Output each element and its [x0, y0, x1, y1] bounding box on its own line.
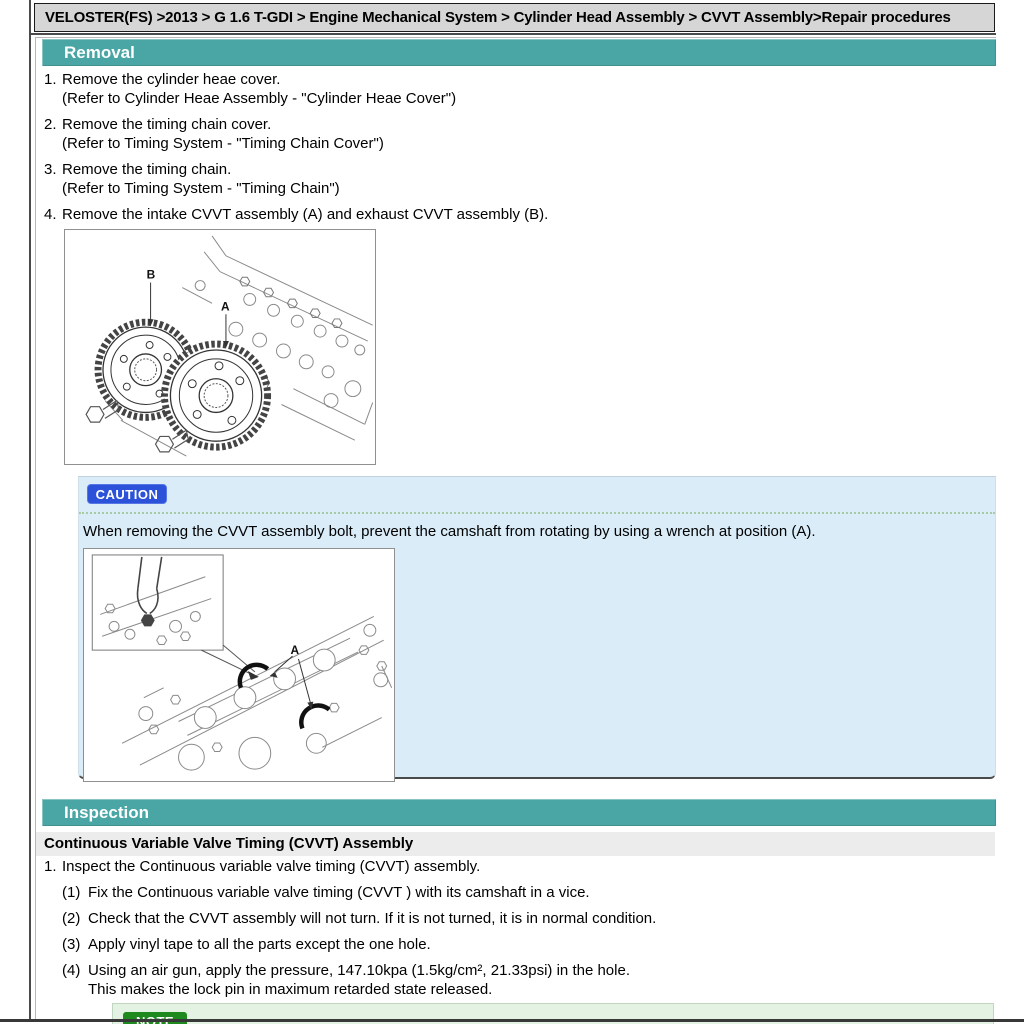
substep-text: Apply vinyl tape to all the parts except the one hole. — [88, 936, 431, 953]
substep-text: Check that the CVVT assembly will not turn. If it is not turned, it is in normal condition. — [88, 910, 657, 927]
substep-text: Fix the Continuous variable valve timing (CVVT ) with its camshaft in a vice. — [88, 884, 590, 901]
inspection-steps-list — [36, 857, 992, 999]
list-item — [36, 205, 992, 224]
list-item — [62, 883, 992, 902]
step-number: 2. — [44, 116, 57, 133]
caution-label: CAUTION — [87, 484, 167, 504]
step-text: Inspect the Continuous variable valve timing (CVVT) assembly. — [62, 858, 481, 875]
frame-divider-horizontal — [29, 33, 996, 35]
step-text: Remove the timing chain cover. — [62, 116, 272, 133]
list-item — [62, 909, 992, 928]
caution-box — [78, 476, 996, 779]
engine-cvvt-drawing — [65, 230, 373, 462]
substep-number: (2) — [62, 910, 81, 927]
list-item — [36, 160, 992, 198]
step-reference: (Refer to Timing System - "Timing Chain Cover") — [62, 135, 384, 152]
frame-divider-vertical — [29, 0, 31, 1019]
step-text: Remove the cylinder heae cover. — [62, 71, 281, 88]
section-header-inspection: Inspection — [42, 799, 996, 826]
list-item — [62, 935, 992, 954]
step-number: 3. — [44, 161, 57, 178]
caution-divider — [79, 512, 995, 514]
section-header-removal: Removal — [42, 39, 996, 66]
substep-text-line2: This makes the lock pin in maximum retarded state released. — [88, 981, 493, 998]
inspection-subheader: Continuous Variable Valve Timing (CVVT) Assembly — [36, 832, 995, 856]
wrench-inset — [92, 555, 223, 650]
camshaft-wrench-drawing — [84, 549, 392, 779]
cvvt-sprocket-intake — [164, 344, 267, 447]
caution-text: When removing the CVVT assembly bolt, prevent the camshaft from rotating by using a wrench at position (A). — [83, 523, 816, 540]
step-number: 1. — [44, 858, 57, 875]
list-item — [62, 961, 992, 999]
list-item — [36, 70, 992, 108]
note-label — [123, 1012, 187, 1024]
step-text: Remove the intake CVVT assembly (A) and exhaust CVVT assembly (B). — [62, 206, 549, 223]
step-number: 1. — [44, 71, 57, 88]
frame-inner-line-horizontal — [35, 37, 996, 38]
step-reference: (Refer to Timing System - "Timing Chain") — [62, 180, 340, 197]
substep-text: Using an air gun, apply the pressure, 147.10kpa (1.5kg/cm², 21.33psi) in the hole. — [88, 962, 630, 979]
list-item — [36, 115, 992, 153]
window-bottom-border — [0, 1019, 1024, 1022]
step-reference: (Refer to Cylinder Heae Assembly - "Cylinder Heae Cover") — [62, 90, 457, 107]
figure-wrench-position — [83, 548, 395, 782]
wrench-position-arc — [301, 705, 329, 728]
breadcrumb: VELOSTER(FS) >2013 > G 1.6 T-GDI > Engine Mechanical System > Cylinder Head Assembly > CVVT Assembly>Repair procedures — [34, 3, 995, 32]
step-number: 4. — [44, 206, 57, 223]
figure1-label-a: A — [220, 299, 230, 314]
figure1-label-b: B — [146, 267, 156, 282]
step-text: Remove the timing chain. — [62, 161, 232, 178]
substep-number: (3) — [62, 936, 81, 953]
substep-number: (4) — [62, 962, 81, 979]
figure-cvvt-removal — [64, 229, 376, 465]
removal-steps-list — [36, 70, 992, 231]
substep-number: (1) — [62, 884, 81, 901]
figure2-label-a: A — [290, 643, 300, 658]
